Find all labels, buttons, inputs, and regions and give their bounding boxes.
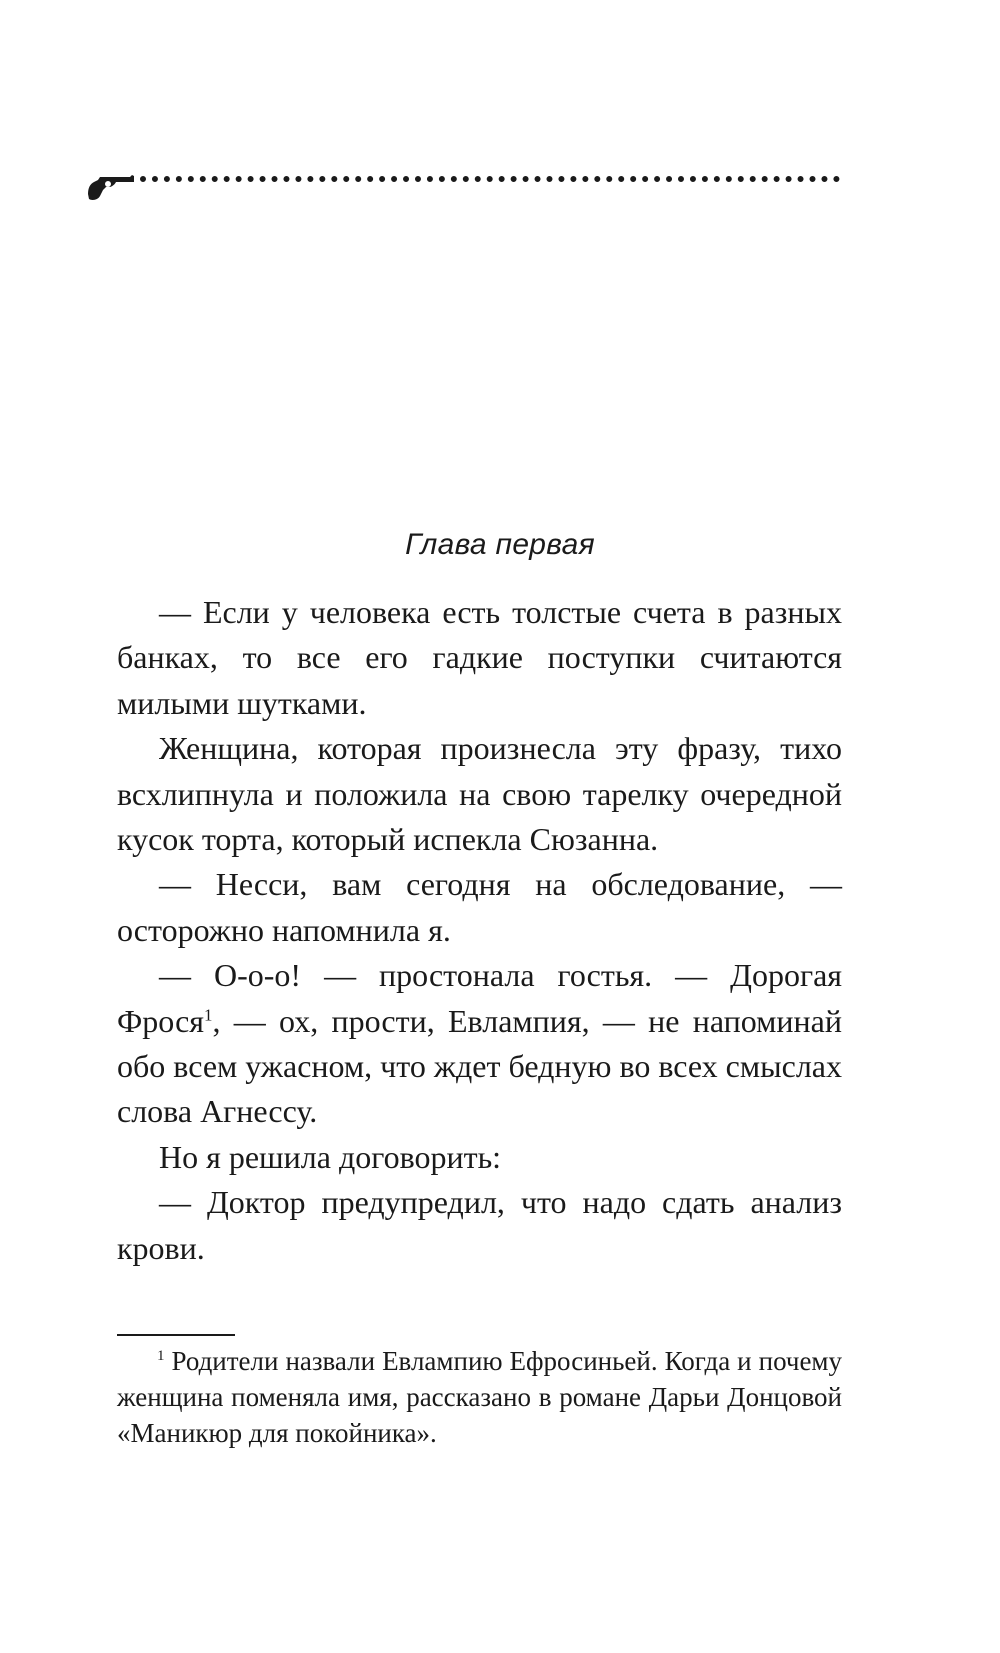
revolver-icon (86, 170, 136, 202)
footnote-text: Родители назвали Евлампию Ефросиньей. Когда и почему женщина поменяла имя, рассказано в романе Дарьи Донцовой «Маникюр для покойника». (117, 1346, 843, 1448)
dotted-rule (140, 176, 840, 182)
paragraph: Но я решила договорить: (159, 1138, 502, 1175)
paragraph (117, 953, 842, 1135)
chapter-title: Глава первая (405, 528, 595, 561)
paragraph-text: — О-о-о! — простонала гостья. — Дорогая Фрося (117, 957, 842, 1039)
footnote-mark: 1 (157, 1348, 165, 1364)
body-text (117, 590, 842, 1271)
paragraph: — Доктор предупредил, что надо сдать анализ крови. (117, 1184, 842, 1266)
paragraph: Женщина, которая произнесла эту фразу, тихо всхлипнула и положила на свою тарелку очередной кусок торта, который испекла Сюзанна. (117, 730, 842, 858)
paragraph: — Несси, вам сегодня на обследование, — осторожно напомнила я. (117, 866, 842, 948)
footnote-divider (117, 1334, 235, 1336)
footnote (117, 1343, 842, 1451)
footnote-reference[interactable]: 1 (204, 1005, 213, 1024)
paragraph-text: , — ох, прости, Евлампия, — не напоминай обо всем ужасном, что ждет бедную во всех смыслах слова Агнессу. (117, 1002, 842, 1130)
chapter-ornament (86, 160, 842, 208)
paragraph: — Если у человека есть толстые счета в разных банках, то все его гадкие поступки считаются милыми шутками. (117, 594, 842, 721)
